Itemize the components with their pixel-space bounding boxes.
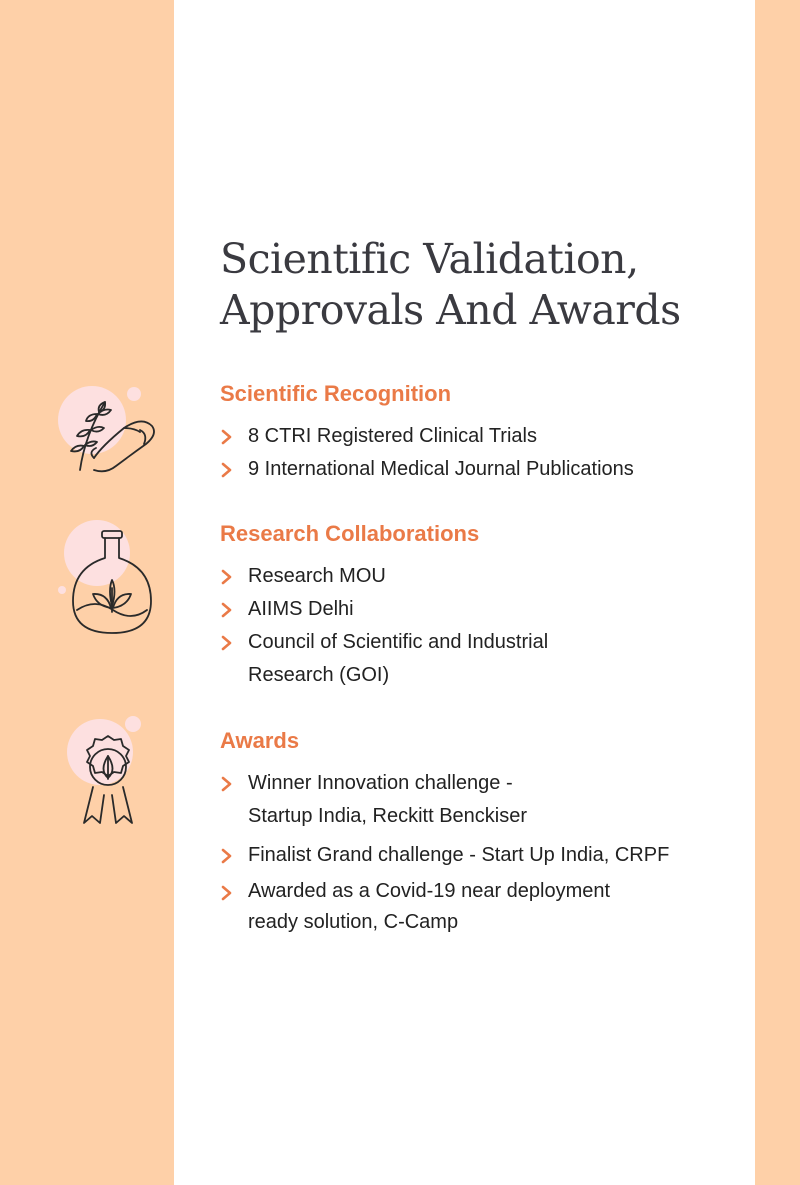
list-item (220, 420, 750, 453)
title-line-1: Scientific Validation, (220, 235, 639, 283)
chevron-right-icon (220, 776, 234, 792)
chevron-right-icon (220, 569, 234, 585)
list-item-text: Council of Scientific and Industrial (248, 631, 549, 653)
section-scientific-recognition (220, 380, 750, 486)
bullet-list (220, 767, 750, 938)
list-item (220, 453, 750, 486)
list-item-text: Research (GOI) (248, 664, 390, 686)
section-research-collaborations (220, 520, 750, 692)
herb-scroll-icon (50, 380, 165, 480)
section-awards (220, 727, 750, 938)
list-item-text: Finalist Grand challenge - Start Up India, CRPF (248, 844, 670, 866)
page-title (220, 234, 740, 336)
chevron-right-icon (220, 602, 234, 618)
section-heading: Research Collaborations (220, 521, 480, 546)
list-item-text: AIIMS Delhi (248, 598, 354, 620)
list-item-text: Research MOU (248, 565, 386, 587)
chevron-right-icon (220, 635, 234, 651)
bullet-list (220, 420, 750, 486)
list-item-text: Startup India, Reckitt Benckiser (248, 805, 528, 827)
list-item-text: 9 International Medical Journal Publications (248, 458, 634, 480)
award-badge-icon (60, 712, 155, 832)
list-item-text: Winner Innovation challenge - (248, 772, 513, 794)
flask-leaf-icon (55, 518, 160, 663)
chevron-right-icon (220, 848, 234, 864)
list-item (220, 767, 750, 833)
list-item (220, 560, 750, 593)
list-item (220, 626, 750, 692)
chevron-right-icon (220, 462, 234, 478)
section-heading: Awards (220, 728, 300, 753)
list-item (220, 593, 750, 626)
section-heading: Scientific Recognition (220, 381, 452, 406)
chevron-right-icon (220, 885, 234, 901)
title-line-2: Approvals And Awards (220, 286, 681, 334)
list-item-text: 8 CTRI Registered Clinical Trials (248, 425, 537, 447)
bullet-list (220, 560, 750, 692)
list-item-text: ready solution, C-Camp (248, 911, 459, 933)
chevron-right-icon (220, 429, 234, 445)
list-item (220, 839, 750, 872)
list-item (220, 876, 750, 938)
list-item-text: Awarded as a Covid-19 near deployment (248, 880, 611, 902)
